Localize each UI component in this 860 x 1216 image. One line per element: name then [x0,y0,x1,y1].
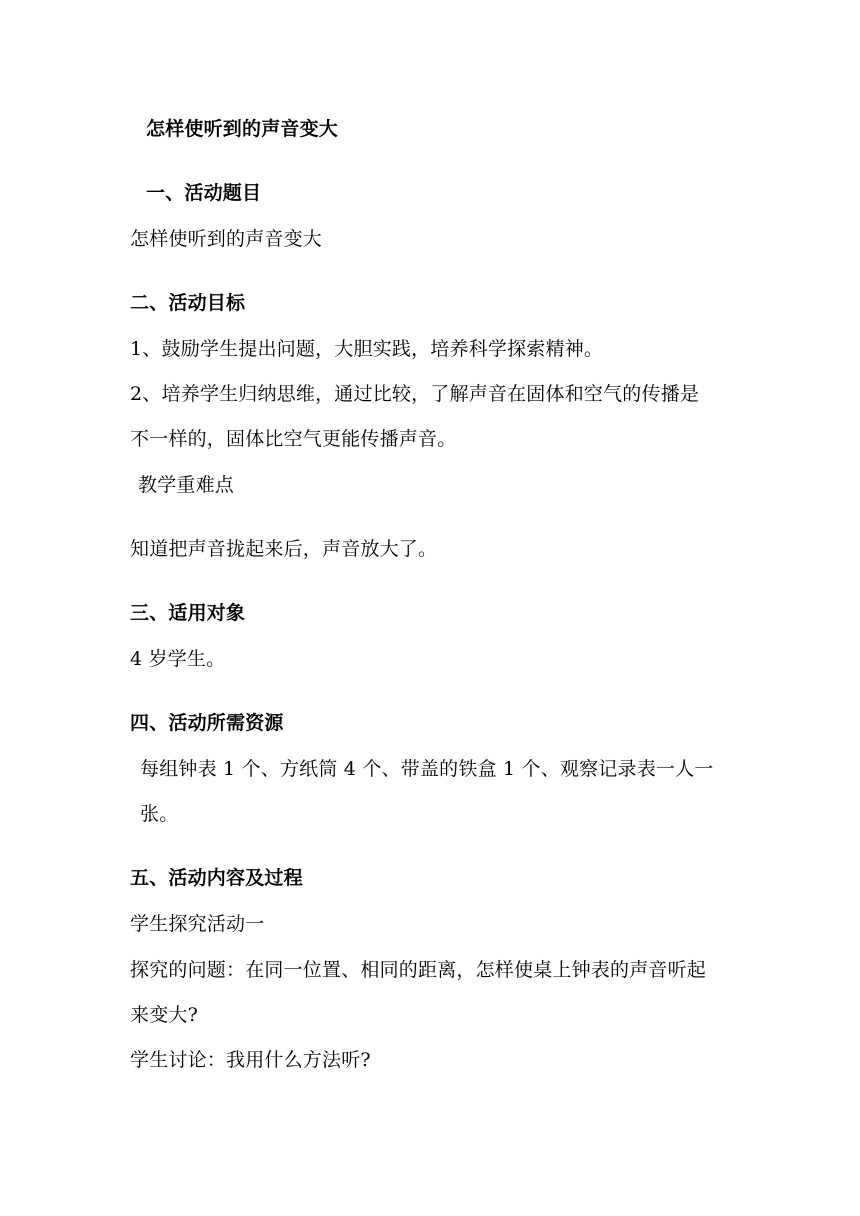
section-heading-audience: 三、适用对象 [130,602,246,624]
document-title: 怎样使听到的声音变大 [146,118,339,140]
section-heading-topic: 一、活动题目 [146,182,262,204]
resources-line-2: 张。 [140,803,179,825]
section-heading-resources: 四、活动所需资源 [130,712,284,734]
audience-text: 4 岁学生。 [130,648,226,670]
research-question-line-2: 来变大? [130,1004,198,1026]
student-discussion: 学生讨论：我用什么方法听? [130,1049,371,1071]
teaching-key-points-heading: 教学重难点 [138,474,235,496]
research-question-line-1: 探究的问题：在同一位置、相同的距离，怎样使桌上钟表的声音听起 [130,959,707,981]
activity-one-title: 学生探究活动一 [130,913,265,935]
goal-item-2-line-2: 不一样的，固体比空气更能传播声音。 [130,428,457,450]
teaching-key-points-text: 知道把声音拢起来后，声音放大了。 [130,538,438,560]
resources-line-1: 每组钟表 1 个、方纸筒 4 个、带盖的铁盒 1 个、观察记录表一人一 [140,758,714,780]
section-heading-goals: 二、活动目标 [130,292,246,314]
goal-item-1: 1、鼓励学生提出问题，大胆实践，培养科学探索精神。 [130,338,604,360]
section-heading-process: 五、活动内容及过程 [130,867,303,889]
goal-item-2-line-1: 2、培养学生归纳思维，通过比较，了解声音在固体和空气的传播是 [130,383,700,405]
topic-text: 怎样使听到的声音变大 [130,228,323,250]
